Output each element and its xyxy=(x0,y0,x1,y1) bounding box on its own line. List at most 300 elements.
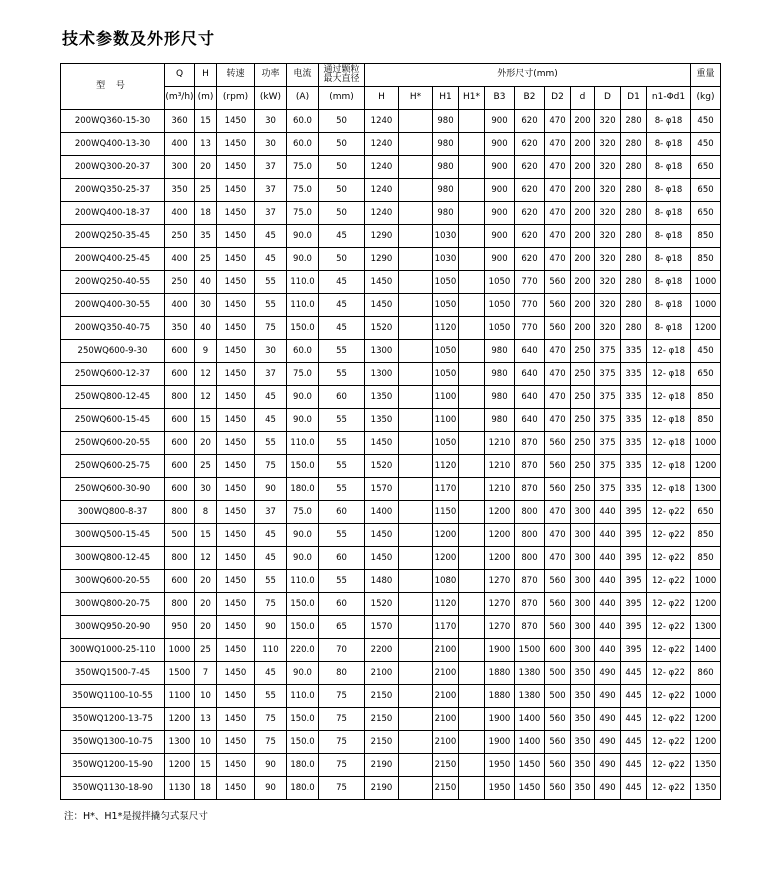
cell-q: 950 xyxy=(165,616,195,639)
table-row xyxy=(61,639,721,662)
cell-power: 75 xyxy=(255,593,287,616)
cell-weight: 650 xyxy=(691,202,721,225)
cell-H1s xyxy=(459,478,485,501)
header-dim-D1: D1 xyxy=(621,87,647,110)
cell-D: 320 xyxy=(595,110,621,133)
cell-H1: 1050 xyxy=(433,363,459,386)
cell-q: 800 xyxy=(165,547,195,570)
cell-model: 200WQ360-15-30 xyxy=(61,110,165,133)
cell-model: 350WQ1200-15-90 xyxy=(61,754,165,777)
cell-n1: 8- φ18 xyxy=(647,225,691,248)
cell-power: 75 xyxy=(255,455,287,478)
cell-q: 1500 xyxy=(165,662,195,685)
cell-h: 25 xyxy=(195,639,217,662)
cell-H1: 980 xyxy=(433,179,459,202)
cell-H: 2150 xyxy=(365,731,399,754)
cell-D: 490 xyxy=(595,708,621,731)
cell-n1: 12- φ22 xyxy=(647,731,691,754)
cell-current: 150.0 xyxy=(287,593,319,616)
cell-Hs xyxy=(399,593,433,616)
cell-h: 7 xyxy=(195,662,217,685)
cell-particle: 55 xyxy=(319,432,365,455)
cell-h: 12 xyxy=(195,363,217,386)
cell-D2: 470 xyxy=(545,501,571,524)
cell-H1s xyxy=(459,731,485,754)
cell-model: 200WQ350-25-37 xyxy=(61,179,165,202)
cell-d: 300 xyxy=(571,639,595,662)
cell-D: 375 xyxy=(595,386,621,409)
cell-D2: 470 xyxy=(545,248,571,271)
cell-H1: 1050 xyxy=(433,294,459,317)
cell-B3: 1050 xyxy=(485,317,515,340)
cell-current: 180.0 xyxy=(287,754,319,777)
cell-d: 300 xyxy=(571,616,595,639)
cell-D: 440 xyxy=(595,639,621,662)
cell-q: 500 xyxy=(165,524,195,547)
cell-H1s xyxy=(459,179,485,202)
cell-Hs xyxy=(399,133,433,156)
cell-h: 25 xyxy=(195,455,217,478)
cell-h: 40 xyxy=(195,271,217,294)
cell-model: 200WQ300-20-37 xyxy=(61,156,165,179)
cell-D1: 280 xyxy=(621,294,647,317)
cell-D1: 280 xyxy=(621,110,647,133)
cell-current: 60.0 xyxy=(287,340,319,363)
cell-D: 320 xyxy=(595,179,621,202)
cell-model: 300WQ950-20-90 xyxy=(61,616,165,639)
cell-model: 350WQ1200-13-75 xyxy=(61,708,165,731)
cell-D: 440 xyxy=(595,501,621,524)
cell-D1: 280 xyxy=(621,271,647,294)
cell-D1: 395 xyxy=(621,570,647,593)
cell-B3: 900 xyxy=(485,156,515,179)
cell-D: 320 xyxy=(595,202,621,225)
cell-H1: 980 xyxy=(433,133,459,156)
cell-H: 1240 xyxy=(365,202,399,225)
cell-speed: 1450 xyxy=(217,524,255,547)
cell-h: 15 xyxy=(195,754,217,777)
cell-q: 1200 xyxy=(165,708,195,731)
cell-H1s xyxy=(459,501,485,524)
cell-speed: 1450 xyxy=(217,340,255,363)
cell-q: 800 xyxy=(165,593,195,616)
cell-Hs xyxy=(399,432,433,455)
cell-h: 20 xyxy=(195,432,217,455)
table-row xyxy=(61,340,721,363)
cell-power: 37 xyxy=(255,501,287,524)
cell-H1s xyxy=(459,271,485,294)
cell-power: 45 xyxy=(255,662,287,685)
cell-current: 110.0 xyxy=(287,432,319,455)
cell-D: 490 xyxy=(595,662,621,685)
cell-h: 40 xyxy=(195,317,217,340)
cell-B2: 870 xyxy=(515,455,545,478)
cell-Hs xyxy=(399,202,433,225)
cell-particle: 55 xyxy=(319,409,365,432)
cell-d: 200 xyxy=(571,317,595,340)
cell-D2: 560 xyxy=(545,731,571,754)
cell-B2: 1380 xyxy=(515,662,545,685)
cell-H: 1240 xyxy=(365,156,399,179)
cell-speed: 1450 xyxy=(217,386,255,409)
cell-Hs xyxy=(399,777,433,800)
cell-d: 200 xyxy=(571,202,595,225)
cell-d: 250 xyxy=(571,432,595,455)
cell-H: 2100 xyxy=(365,662,399,685)
cell-Hs xyxy=(399,294,433,317)
header-unit-speed: (rpm) xyxy=(217,87,255,110)
cell-H1: 1170 xyxy=(433,478,459,501)
cell-speed: 1450 xyxy=(217,110,255,133)
cell-D2: 560 xyxy=(545,317,571,340)
cell-Hs xyxy=(399,271,433,294)
cell-D: 490 xyxy=(595,777,621,800)
cell-D1: 395 xyxy=(621,524,647,547)
cell-particle: 55 xyxy=(319,478,365,501)
cell-n1: 12- φ18 xyxy=(647,363,691,386)
cell-H: 2190 xyxy=(365,777,399,800)
cell-particle: 55 xyxy=(319,340,365,363)
table-row xyxy=(61,662,721,685)
cell-power: 37 xyxy=(255,202,287,225)
cell-h: 20 xyxy=(195,570,217,593)
cell-H1: 1200 xyxy=(433,524,459,547)
cell-Hs xyxy=(399,455,433,478)
cell-h: 12 xyxy=(195,547,217,570)
header-unit-q: (m³/h) xyxy=(165,87,195,110)
cell-model: 200WQ400-25-45 xyxy=(61,248,165,271)
cell-D2: 470 xyxy=(545,179,571,202)
cell-B3: 1050 xyxy=(485,271,515,294)
cell-power: 55 xyxy=(255,271,287,294)
cell-weight: 450 xyxy=(691,110,721,133)
cell-Hs xyxy=(399,570,433,593)
cell-D1: 445 xyxy=(621,708,647,731)
cell-power: 90 xyxy=(255,478,287,501)
cell-speed: 1450 xyxy=(217,294,255,317)
cell-weight: 850 xyxy=(691,225,721,248)
cell-H: 1350 xyxy=(365,409,399,432)
cell-speed: 1450 xyxy=(217,662,255,685)
cell-power: 37 xyxy=(255,156,287,179)
cell-B3: 900 xyxy=(485,202,515,225)
cell-B3: 900 xyxy=(485,248,515,271)
cell-n1: 12- φ18 xyxy=(647,455,691,478)
cell-weight: 450 xyxy=(691,133,721,156)
cell-Hs xyxy=(399,179,433,202)
cell-power: 75 xyxy=(255,317,287,340)
cell-n1: 12- φ18 xyxy=(647,340,691,363)
cell-d: 250 xyxy=(571,340,595,363)
cell-D1: 395 xyxy=(621,616,647,639)
cell-B3: 1900 xyxy=(485,731,515,754)
cell-q: 400 xyxy=(165,294,195,317)
cell-D: 490 xyxy=(595,731,621,754)
cell-H1: 980 xyxy=(433,110,459,133)
cell-power: 45 xyxy=(255,386,287,409)
cell-d: 350 xyxy=(571,754,595,777)
cell-B2: 870 xyxy=(515,593,545,616)
cell-power: 110 xyxy=(255,639,287,662)
cell-d: 350 xyxy=(571,662,595,685)
cell-n1: 8- φ18 xyxy=(647,110,691,133)
cell-speed: 1450 xyxy=(217,156,255,179)
cell-q: 800 xyxy=(165,386,195,409)
cell-n1: 8- φ18 xyxy=(647,202,691,225)
cell-h: 13 xyxy=(195,133,217,156)
cell-B3: 980 xyxy=(485,363,515,386)
cell-h: 10 xyxy=(195,685,217,708)
cell-B2: 1450 xyxy=(515,777,545,800)
cell-n1: 8- φ18 xyxy=(647,248,691,271)
header-unit-h: (m) xyxy=(195,87,217,110)
cell-speed: 1450 xyxy=(217,478,255,501)
cell-B2: 870 xyxy=(515,570,545,593)
cell-H1: 1050 xyxy=(433,271,459,294)
header-dim-D: D xyxy=(595,87,621,110)
header-dim-d: d xyxy=(571,87,595,110)
cell-current: 90.0 xyxy=(287,409,319,432)
cell-B3: 900 xyxy=(485,133,515,156)
cell-particle: 50 xyxy=(319,156,365,179)
cell-H1s xyxy=(459,202,485,225)
cell-speed: 1450 xyxy=(217,271,255,294)
cell-weight: 1350 xyxy=(691,754,721,777)
cell-weight: 850 xyxy=(691,248,721,271)
cell-weight: 650 xyxy=(691,363,721,386)
table-row xyxy=(61,547,721,570)
cell-speed: 1450 xyxy=(217,225,255,248)
cell-h: 15 xyxy=(195,110,217,133)
cell-power: 37 xyxy=(255,363,287,386)
cell-weight: 450 xyxy=(691,340,721,363)
header-unit-weight: (kg) xyxy=(691,87,721,110)
cell-n1: 8- φ18 xyxy=(647,133,691,156)
cell-weight: 1000 xyxy=(691,271,721,294)
cell-B2: 620 xyxy=(515,202,545,225)
cell-H1: 1120 xyxy=(433,455,459,478)
cell-speed: 1450 xyxy=(217,248,255,271)
table-row xyxy=(61,202,721,225)
cell-H1s xyxy=(459,133,485,156)
cell-Hs xyxy=(399,501,433,524)
cell-model: 350WQ1300-10-75 xyxy=(61,731,165,754)
cell-d: 200 xyxy=(571,133,595,156)
cell-D1: 395 xyxy=(621,639,647,662)
cell-D: 375 xyxy=(595,409,621,432)
cell-weight: 1200 xyxy=(691,593,721,616)
cell-speed: 1450 xyxy=(217,317,255,340)
cell-D1: 445 xyxy=(621,685,647,708)
cell-B2: 620 xyxy=(515,225,545,248)
cell-q: 1130 xyxy=(165,777,195,800)
cell-D: 320 xyxy=(595,248,621,271)
cell-particle: 75 xyxy=(319,708,365,731)
cell-model: 200WQ350-40-75 xyxy=(61,317,165,340)
cell-weight: 850 xyxy=(691,409,721,432)
cell-H1s xyxy=(459,317,485,340)
cell-speed: 1450 xyxy=(217,570,255,593)
cell-B3: 1200 xyxy=(485,547,515,570)
cell-q: 600 xyxy=(165,340,195,363)
cell-D: 320 xyxy=(595,317,621,340)
cell-particle: 75 xyxy=(319,731,365,754)
cell-H: 1240 xyxy=(365,179,399,202)
cell-current: 90.0 xyxy=(287,225,319,248)
cell-weight: 1350 xyxy=(691,777,721,800)
cell-speed: 1450 xyxy=(217,133,255,156)
cell-model: 350WQ1500-7-45 xyxy=(61,662,165,685)
cell-particle: 55 xyxy=(319,363,365,386)
cell-B2: 640 xyxy=(515,363,545,386)
cell-B2: 620 xyxy=(515,156,545,179)
cell-H1: 1120 xyxy=(433,317,459,340)
cell-D2: 470 xyxy=(545,202,571,225)
cell-B2: 620 xyxy=(515,110,545,133)
cell-d: 250 xyxy=(571,363,595,386)
table-header-row-1 xyxy=(61,64,721,87)
cell-D1: 280 xyxy=(621,248,647,271)
cell-power: 45 xyxy=(255,409,287,432)
table-row xyxy=(61,754,721,777)
cell-n1: 12- φ22 xyxy=(647,708,691,731)
cell-H: 1350 xyxy=(365,386,399,409)
cell-D: 375 xyxy=(595,478,621,501)
table-row xyxy=(61,179,721,202)
cell-D: 375 xyxy=(595,432,621,455)
cell-q: 600 xyxy=(165,432,195,455)
cell-H1s xyxy=(459,386,485,409)
cell-H: 1300 xyxy=(365,363,399,386)
cell-weight: 1000 xyxy=(691,685,721,708)
cell-model: 300WQ800-12-45 xyxy=(61,547,165,570)
cell-H1: 1050 xyxy=(433,340,459,363)
cell-D1: 335 xyxy=(621,340,647,363)
cell-B3: 1900 xyxy=(485,708,515,731)
cell-Hs xyxy=(399,409,433,432)
cell-power: 45 xyxy=(255,225,287,248)
cell-D: 375 xyxy=(595,363,621,386)
cell-B3: 1050 xyxy=(485,294,515,317)
cell-D1: 335 xyxy=(621,386,647,409)
cell-D2: 470 xyxy=(545,524,571,547)
cell-n1: 12- φ22 xyxy=(647,547,691,570)
cell-H1s xyxy=(459,363,485,386)
cell-Hs xyxy=(399,317,433,340)
cell-H: 1450 xyxy=(365,432,399,455)
cell-model: 200WQ250-35-45 xyxy=(61,225,165,248)
cell-q: 1100 xyxy=(165,685,195,708)
cell-D2: 470 xyxy=(545,363,571,386)
cell-speed: 1450 xyxy=(217,409,255,432)
cell-d: 350 xyxy=(571,777,595,800)
cell-H: 2150 xyxy=(365,685,399,708)
cell-D1: 335 xyxy=(621,363,647,386)
cell-q: 400 xyxy=(165,133,195,156)
cell-B3: 980 xyxy=(485,386,515,409)
cell-h: 30 xyxy=(195,294,217,317)
cell-n1: 12- φ18 xyxy=(647,432,691,455)
cell-H1: 1030 xyxy=(433,225,459,248)
cell-model: 250WQ600-12-37 xyxy=(61,363,165,386)
cell-B2: 870 xyxy=(515,478,545,501)
cell-n1: 12- φ22 xyxy=(647,754,691,777)
cell-model: 300WQ500-15-45 xyxy=(61,524,165,547)
cell-Hs xyxy=(399,639,433,662)
cell-particle: 50 xyxy=(319,179,365,202)
header-unit-particle: (mm) xyxy=(319,87,365,110)
cell-n1: 12- φ22 xyxy=(647,501,691,524)
cell-speed: 1450 xyxy=(217,202,255,225)
cell-D: 320 xyxy=(595,294,621,317)
cell-H: 1240 xyxy=(365,110,399,133)
cell-D2: 470 xyxy=(545,225,571,248)
cell-D2: 560 xyxy=(545,432,571,455)
cell-Hs xyxy=(399,547,433,570)
cell-D1: 445 xyxy=(621,754,647,777)
cell-H1s xyxy=(459,547,485,570)
cell-d: 350 xyxy=(571,708,595,731)
cell-d: 300 xyxy=(571,524,595,547)
cell-q: 800 xyxy=(165,501,195,524)
cell-current: 110.0 xyxy=(287,570,319,593)
cell-q: 600 xyxy=(165,478,195,501)
cell-n1: 12- φ22 xyxy=(647,570,691,593)
cell-d: 250 xyxy=(571,455,595,478)
cell-Hs xyxy=(399,731,433,754)
cell-B3: 900 xyxy=(485,225,515,248)
cell-h: 30 xyxy=(195,478,217,501)
cell-q: 400 xyxy=(165,248,195,271)
cell-model: 200WQ400-13-30 xyxy=(61,133,165,156)
table-row xyxy=(61,294,721,317)
cell-h: 20 xyxy=(195,616,217,639)
cell-D2: 500 xyxy=(545,662,571,685)
cell-n1: 12- φ18 xyxy=(647,386,691,409)
cell-D2: 560 xyxy=(545,708,571,731)
cell-n1: 12- φ22 xyxy=(647,685,691,708)
cell-weight: 850 xyxy=(691,547,721,570)
cell-speed: 1450 xyxy=(217,777,255,800)
cell-H1s xyxy=(459,156,485,179)
cell-particle: 55 xyxy=(319,570,365,593)
cell-power: 37 xyxy=(255,179,287,202)
cell-B3: 900 xyxy=(485,110,515,133)
cell-B3: 1900 xyxy=(485,639,515,662)
cell-weight: 1200 xyxy=(691,731,721,754)
cell-D: 320 xyxy=(595,133,621,156)
cell-h: 25 xyxy=(195,248,217,271)
table-row xyxy=(61,363,721,386)
cell-particle: 45 xyxy=(319,225,365,248)
cell-Hs xyxy=(399,363,433,386)
table-row xyxy=(61,524,721,547)
cell-H: 1290 xyxy=(365,225,399,248)
cell-D2: 470 xyxy=(545,156,571,179)
cell-H1s xyxy=(459,708,485,731)
cell-q: 600 xyxy=(165,570,195,593)
cell-d: 200 xyxy=(571,294,595,317)
cell-current: 180.0 xyxy=(287,777,319,800)
cell-B2: 620 xyxy=(515,133,545,156)
cell-B2: 800 xyxy=(515,547,545,570)
table-row xyxy=(61,225,721,248)
cell-weight: 650 xyxy=(691,179,721,202)
cell-q: 1300 xyxy=(165,731,195,754)
cell-D1: 335 xyxy=(621,478,647,501)
cell-particle: 55 xyxy=(319,455,365,478)
cell-d: 250 xyxy=(571,478,595,501)
